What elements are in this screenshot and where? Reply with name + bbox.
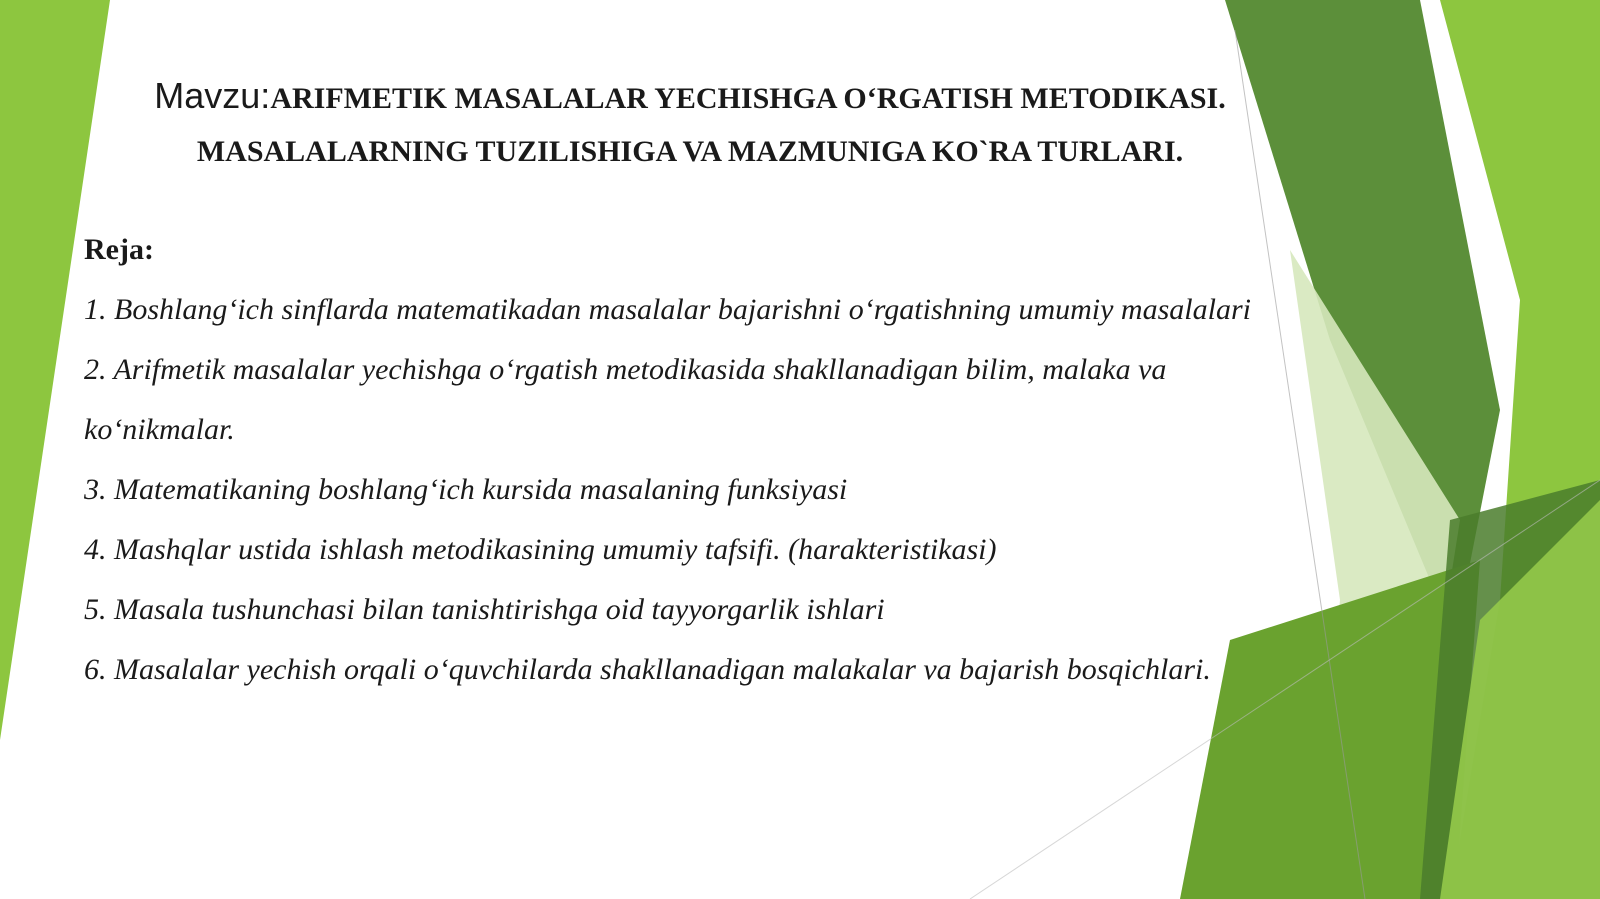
plan-item: 1. Boshlang‘ich sinflarda matematikadan masalalar bajarishni o‘rgatishning umumiy masalalari xyxy=(84,293,1251,326)
title-prefix: Mavzu: xyxy=(154,75,271,116)
title-line-2: MASALALARNING TUZILISHIGA VA MAZMUNIGA KO`RA TURLARI. xyxy=(196,135,1184,168)
title-line-1: ARIFMETIK MASALALAR YECHISHGA O‘RGATISH METODIKASI. xyxy=(270,82,1226,115)
plan-item: 6. Masalalar yechish orqali o‘quvchilarda shakllanadigan malakalar va bajarish bosqichlari. xyxy=(84,653,1211,686)
plan-item: 3. Matematikaning boshlang‘ich kursida masalaning funksiyasi xyxy=(84,473,848,506)
plan-item: 4. Mashqlar ustida ishlash metodikasining umumiy tafsifi. (harakteristikasi) xyxy=(84,533,997,566)
plan-list xyxy=(84,280,1324,700)
slide-title xyxy=(60,72,1320,176)
plan-item: 5. Masala tushunchasi bilan tanishtirishga oid tayyorgarlik ishlari xyxy=(84,593,885,626)
plan-item: 2. Arifmetik masalalar yechishga o‘rgatish metodikasida shakllanadigan bilim, malaka va ko‘nikmalar. xyxy=(84,353,1167,446)
plan-heading: Reja: xyxy=(84,233,154,266)
plan-section xyxy=(84,220,1324,700)
